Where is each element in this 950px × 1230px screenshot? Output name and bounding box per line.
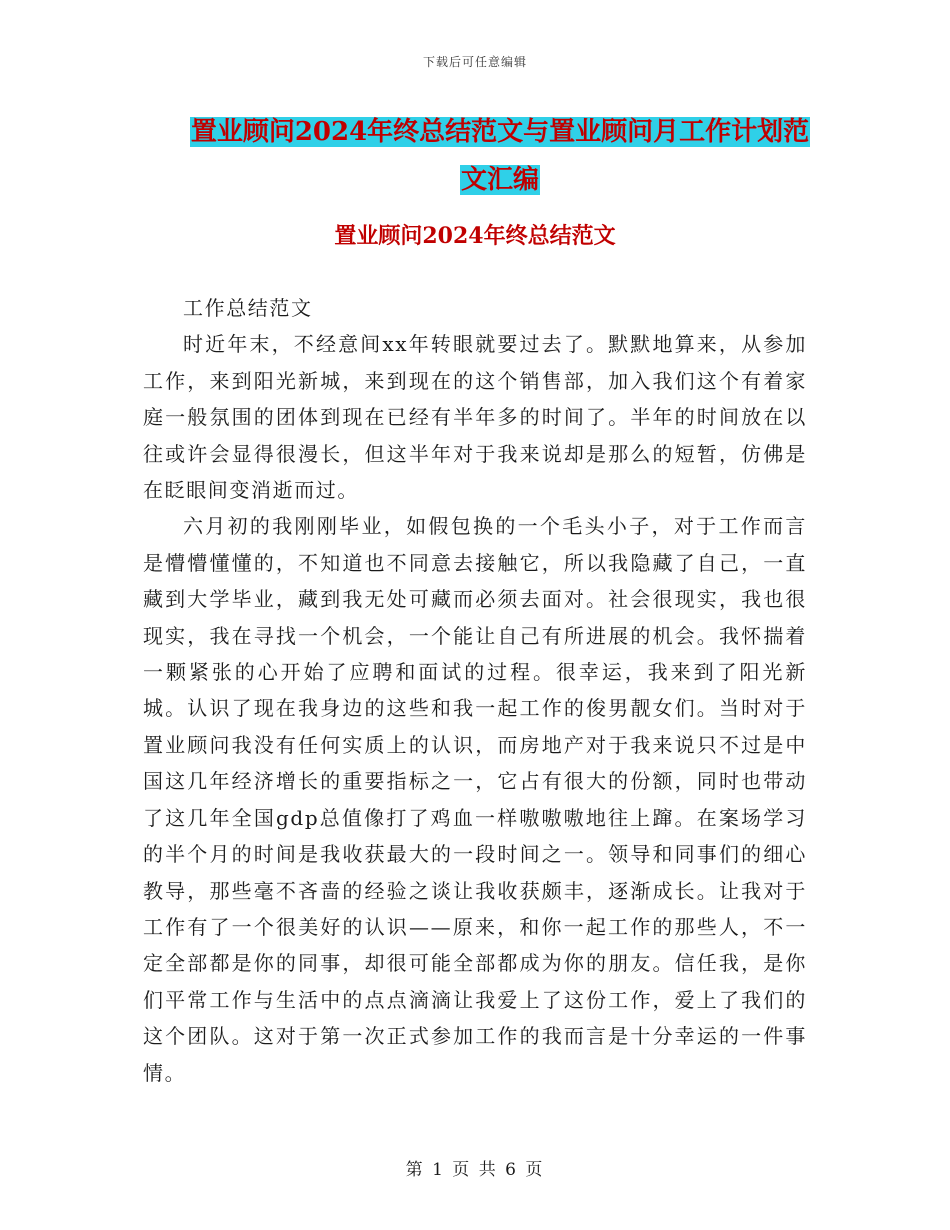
paragraph: 时近年末，不经意间xx年转眼就要过去了。默默地算来，从参加工作，来到阳光新城，来到现在的这个销售部，加入我们这个有着家庭一般氛围的团体到现在已经有半年多的时间了。半年的时间放在以往或许会显得很漫长，但这半年对于我来说却是那么的短暂，仿佛是在眨眼间变消逝而过。: [143, 332, 807, 503]
paragraph-heading: 工作总结范文: [183, 296, 313, 320]
document-title: [150, 108, 850, 204]
section-title: 置业顾问2024年终总结范文: [334, 223, 616, 249]
document-title-line-2: 文汇编: [460, 165, 539, 195]
document-title-line-1: 置业顾问2024年终总结范文与置业顾问月工作计划范: [190, 117, 810, 147]
document-body: [143, 290, 807, 1091]
paragraph: 六月初的我刚刚毕业，如假包换的一个毛头小子，对于工作而言是懵懵懂懂的，不知道也不同意去接触它，所以我隐藏了自己，一直藏到大学毕业，藏到我无处可藏而必须去面对。社会很现实，我也很现实，我在寻找一个机会，一个能让自己有所进展的机会。我怀揣着一颗紧张的心开始了应聘和面试的过程。很幸运，我来到了阳光新城。认识了现在我身边的这些和我一起工作的俊男靓女们。当时对于置业顾问我没有任何实质上的认识，而房地产对于我来说只不过是中国这几年经济增长的重要指标之一，它占有很大的份额，同时也带动了这几年全国gdp总值像打了鸡血一样嗷嗷嗷地往上蹿。在案场学习的半个月的时间是我收获最大的一段时间之一。领导和同事们的细心教导，那些毫不吝啬的经验之谈让我收获颇丰，逐渐成长。让我对于工作有了一个很美好的认识——原来，和你一起工作的那些人，不一定全部都是你的同事，却很可能全部都成为你的朋友。信任我，是你们平常工作与生活中的点点滴滴让我爱上了这份工作，爱上了我们的这个团队。这对于第一次正式参加工作的我而言是十分幸运的一件事情。: [143, 514, 807, 1085]
header-note: 下载后可任意编辑: [422, 55, 527, 69]
page-number: 第 1 页 共 6 页: [405, 1160, 545, 1180]
